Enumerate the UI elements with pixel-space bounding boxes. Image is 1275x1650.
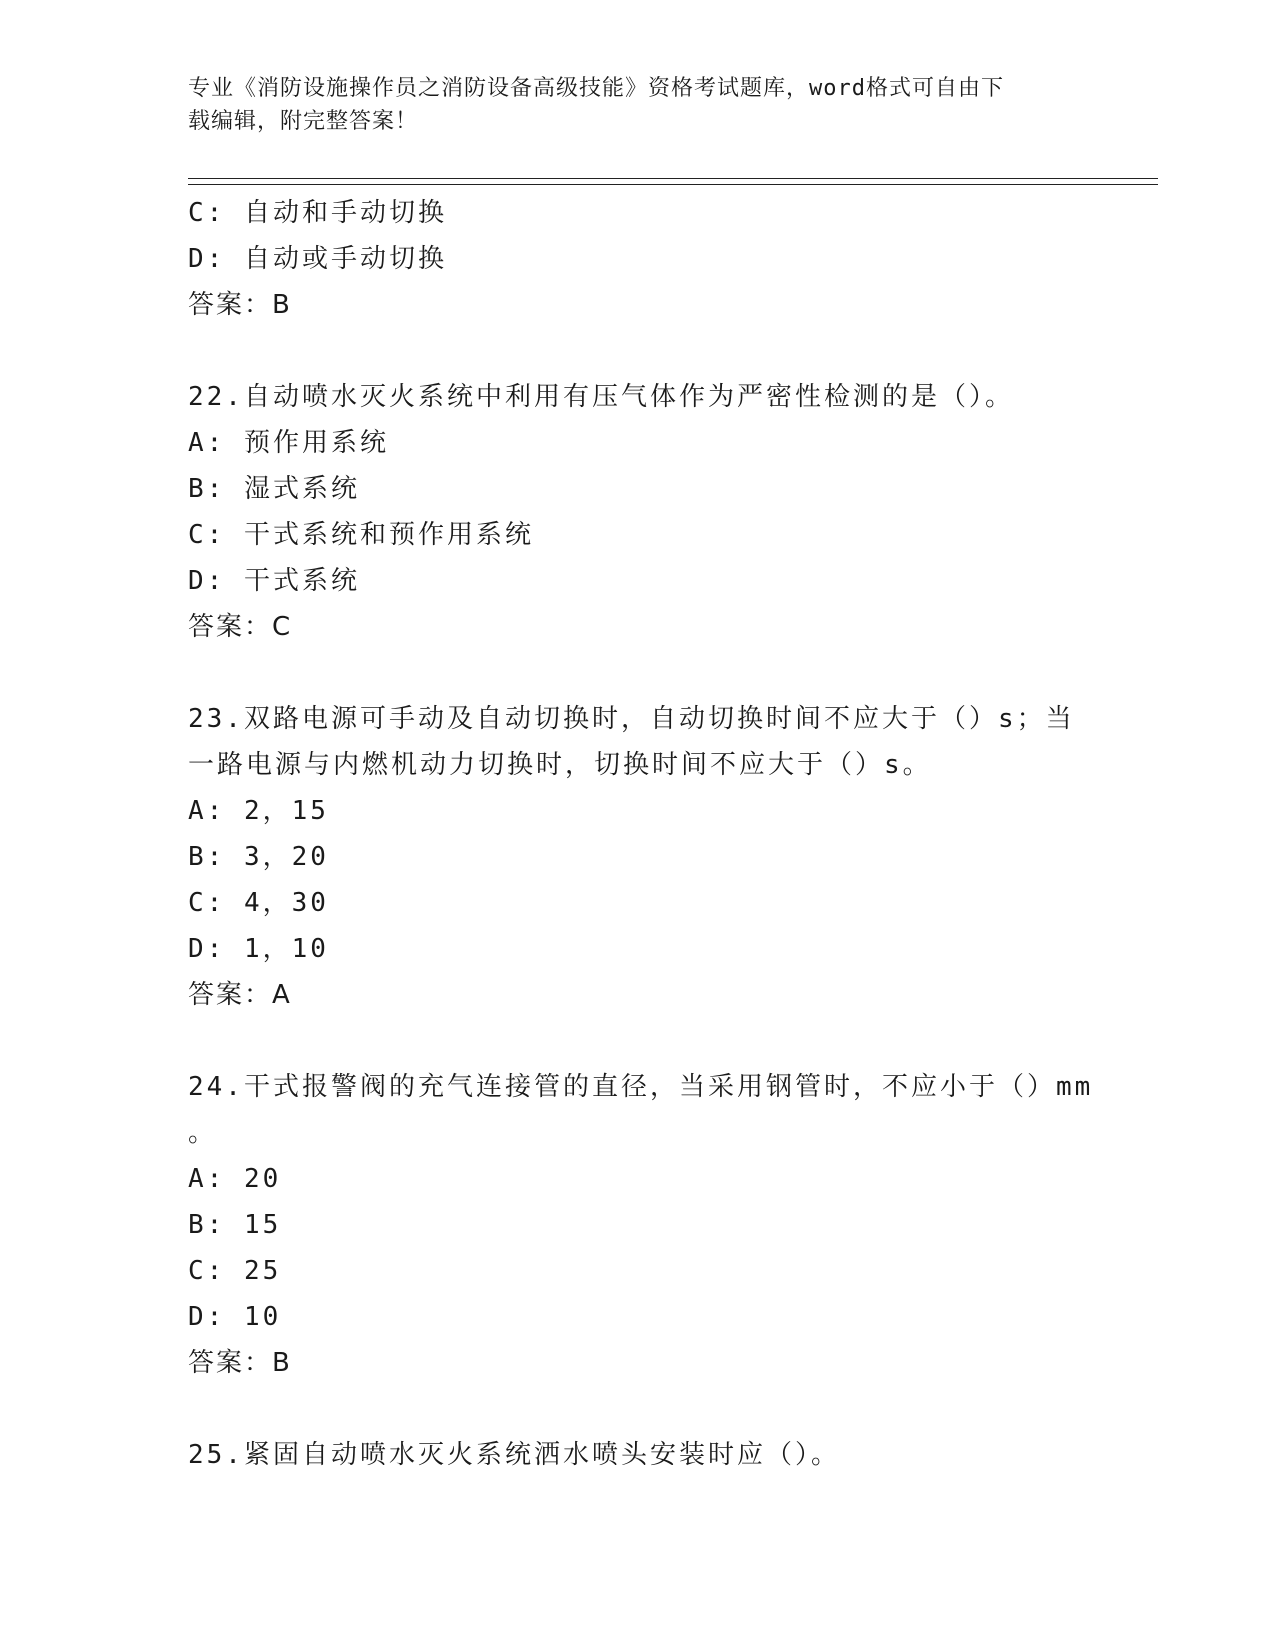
option-c: C: 4，30 [188, 888, 329, 918]
option-b: B: 3，20 [188, 842, 329, 872]
question-text: 25.紧固自动喷水灭火系统洒水喷头安装时应（）。 [188, 1440, 840, 1470]
option-d: D: 自动或手动切换 [188, 244, 447, 274]
question-text: 22.自动喷水灭火系统中利用有压气体作为严密性检测的是（）。 [188, 382, 1014, 412]
answer: 答案：B [188, 1348, 292, 1378]
option-a: A: 2，15 [188, 796, 329, 826]
answer: 答案：A [188, 980, 292, 1010]
question-24 [188, 1064, 1158, 1386]
question-text-line-1: 24.干式报警阀的充气连接管的直径，当采用钢管时，不应小于（）mm [188, 1072, 1094, 1102]
question-22 [188, 374, 1158, 650]
question-text-line-2: 。 [188, 1118, 218, 1148]
question-list [188, 190, 1158, 1478]
option-c: C: 自动和手动切换 [188, 198, 447, 228]
question-text-line-1: 23.双路电源可手动及自动切换时，自动切换时间不应大于（）s；当 [188, 704, 1075, 734]
option-d: D: 10 [188, 1302, 282, 1332]
question-text-line-2: 一路电源与内燃机动力切换时，切换时间不应大于（）s。 [188, 750, 932, 780]
option-b: B: 湿式系统 [188, 474, 360, 504]
header-divider [188, 178, 1158, 185]
question-25 [188, 1432, 1158, 1478]
document-header [188, 72, 1088, 138]
option-d: D: 1，10 [188, 934, 329, 964]
question-23 [188, 696, 1158, 1018]
option-b: B: 15 [188, 1210, 282, 1240]
answer: 答案：B [188, 290, 292, 320]
answer: 答案：C [188, 612, 293, 642]
option-c: C: 25 [188, 1256, 282, 1286]
question-21-tail [188, 190, 1158, 328]
option-a: A: 预作用系统 [188, 428, 389, 458]
option-d: D: 干式系统 [188, 566, 360, 596]
header-line-2: 载编辑，附完整答案！ [188, 109, 419, 134]
header-line-1: 专业《消防设施操作员之消防设备高级技能》资格考试题库，word格式可自由下 [188, 76, 1004, 101]
option-a: A: 20 [188, 1164, 282, 1194]
option-c: C: 干式系统和预作用系统 [188, 520, 534, 550]
